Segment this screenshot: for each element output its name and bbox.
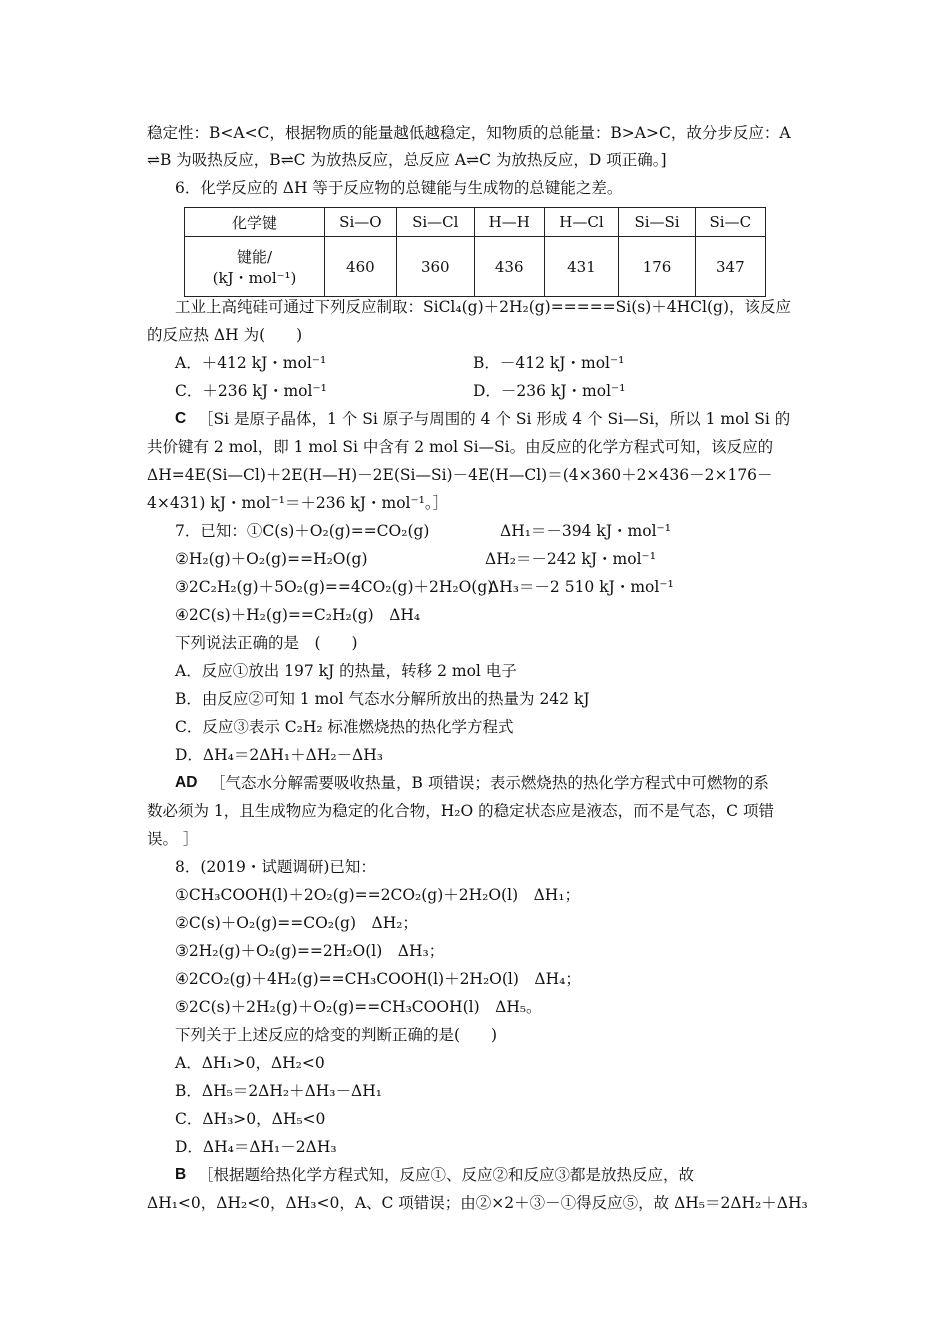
answer-explanation: ［根据题给热化学方程式知，反应①、反应②和反应③都是放热反应，故 <box>198 1166 695 1184</box>
text-line: 数必须为 1，且生成物应为稳定的化合物，H₂O 的稳定状态应是液态，而不是气态，C 项错 <box>147 802 774 820</box>
option-c: C．＋236 kJ・mol⁻¹ <box>175 382 327 400</box>
table-header-cell: 化学键 <box>185 208 325 237</box>
table-cell: 436 <box>474 237 544 297</box>
option-b: B．ΔH₅＝2ΔH₂＋ΔH₃－ΔH₁ <box>175 1082 382 1100</box>
table-cell: 347 <box>695 237 765 297</box>
answer-label: AD <box>175 774 198 791</box>
table-cell: 176 <box>619 237 695 297</box>
table-cell: 460 <box>325 237 397 297</box>
text-line: 共价键有 2 mol，即 1 mol Si 中含有 2 mol Si—Si。由反应的化学方程式可知，该反应的 <box>147 438 774 456</box>
answer-label: B <box>175 1166 187 1183</box>
table-header-cell: Si—Cl <box>396 208 474 237</box>
row-label-line-1: 键能/ <box>236 247 273 266</box>
option-a: A．ΔH₁>0，ΔH₂<0 <box>175 1054 325 1072</box>
equation-line: ⑤2C(s)＋2H₂(g)＋O₂(g)==CH₃COOH(l) ΔH₅。 <box>175 998 542 1016</box>
answer-explanation: ［Si 是原子晶体，1 个 Si 原子与周围的 4 个 Si 形成 4 个 Si—Si，所以 1 mol Si 的 <box>198 410 791 428</box>
text-line: 4×431) kJ・mol⁻¹＝＋236 kJ・mol⁻¹。］ <box>147 494 449 512</box>
table-cell: 360 <box>396 237 474 297</box>
enthalpy-value: ΔH₂＝－242 kJ・mol⁻¹ <box>485 550 656 568</box>
row-label-line-2: (kJ・mol⁻¹) <box>212 268 297 287</box>
table-header-cell: H—H <box>474 208 544 237</box>
equation-line: ②H₂(g)＋O₂(g)==H₂O(g) <box>175 550 368 568</box>
table-row <box>185 237 766 297</box>
equation-line: ④2C(s)＋H₂(g)==C₂H₂(g) ΔH₄ <box>175 606 421 624</box>
option-d: D．ΔH₄＝ΔH₁－2ΔH₃ <box>175 1138 337 1156</box>
table-header-cell: Si—C <box>695 208 765 237</box>
option-d: D．ΔH₄＝2ΔH₁＋ΔH₂－ΔH₃ <box>175 746 383 764</box>
option-c: C．ΔH₃>0，ΔH₅<0 <box>175 1110 326 1128</box>
answer-label: C <box>175 410 187 427</box>
equation-line: ④2CO₂(g)＋4H₂(g)==CH₃COOH(l)＋2H₂O(l) ΔH₄； <box>175 970 581 988</box>
text-line: 下列关于上述反应的焓变的判断正确的是( ) <box>175 1026 498 1044</box>
option-b: B．由反应②可知 1 mol 气态水分解所放出的热量为 242 kJ <box>175 690 590 708</box>
table-header-cell: Si—O <box>325 208 397 237</box>
question-6-stem: 6．化学反应的 ΔH 等于反应物的总键能与生成物的总键能之差。 <box>175 179 623 197</box>
bond-energy-table <box>184 207 766 297</box>
text-line: ⇌B 为吸热反应，B⇌C 为放热反应，总反应 A⇌C 为放热反应，D 项正确。] <box>147 151 667 169</box>
text-line: 工业上高纯硅可通过下列反应制取：SiCl₄(g)＋2H₂(g)=====Si(s)＋4HCl(g)，该反应 <box>175 298 792 316</box>
table-cell: 431 <box>544 237 619 297</box>
question-8-stem: 8．(2019・试题调研)已知： <box>175 858 376 876</box>
text-line: 误。 ］ <box>147 830 199 848</box>
text-line: 稳定性：B<A<C，根据物质的能量越低越稳定，知物质的总能量：B>A>C，故分步反应：A <box>147 124 791 142</box>
equation-line: ②C(s)＋O₂(g)==CO₂(g) ΔH₂； <box>175 914 418 932</box>
question-7-stem: 7．已知：①C(s)＋O₂(g)==CO₂(g) <box>175 522 430 540</box>
table-row <box>185 208 766 237</box>
table-header-cell: H—Cl <box>544 208 619 237</box>
table-row-label <box>185 237 325 297</box>
text-line: 的反应热 ΔH 为( ) <box>147 326 303 344</box>
option-c: C．反应③表示 C₂H₂ 标准燃烧热的热化学方程式 <box>175 718 514 736</box>
option-b: B．－412 kJ・mol⁻¹ <box>473 354 625 372</box>
equation-line: ③2C₂H₂(g)＋5O₂(g)==4CO₂(g)＋2H₂O(g) <box>175 578 494 596</box>
table-header-cell: Si—Si <box>619 208 695 237</box>
text-line: ΔH=4E(Si—Cl)＋2E(H—H)－2E(Si—Si)－4E(H—Cl)＝(4×360＋2×436－2×176－ <box>147 466 773 484</box>
text-line: ΔH₁<0，ΔH₂<0，ΔH₃<0，A、C 项错误；由②×2＋③－①得反应⑤，故 ΔH₅＝2ΔH₂＋ΔH₃ <box>147 1194 808 1212</box>
equation-line: ①CH₃COOH(l)＋2O₂(g)==2CO₂(g)＋2H₂O(l) ΔH₁； <box>175 886 581 904</box>
answer-explanation: ［气态水分解需要吸收热量，B 项错误；表示燃烧热的热化学方程式中可燃物的系 <box>210 774 769 792</box>
option-a: A．＋412 kJ・mol⁻¹ <box>175 354 327 372</box>
option-a: A．反应①放出 197 kJ 的热量，转移 2 mol 电子 <box>175 662 517 680</box>
option-d: D．－236 kJ・mol⁻¹ <box>473 382 626 400</box>
text-line: 下列说法正确的是 ( ) <box>175 634 358 652</box>
enthalpy-value: ΔH₁＝－394 kJ・mol⁻¹ <box>500 522 671 540</box>
enthalpy-value: ΔH₃＝－2 510 kJ・mol⁻¹ <box>488 578 674 596</box>
equation-line: ③2H₂(g)＋O₂(g)==2H₂O(l) ΔH₃； <box>175 942 445 960</box>
